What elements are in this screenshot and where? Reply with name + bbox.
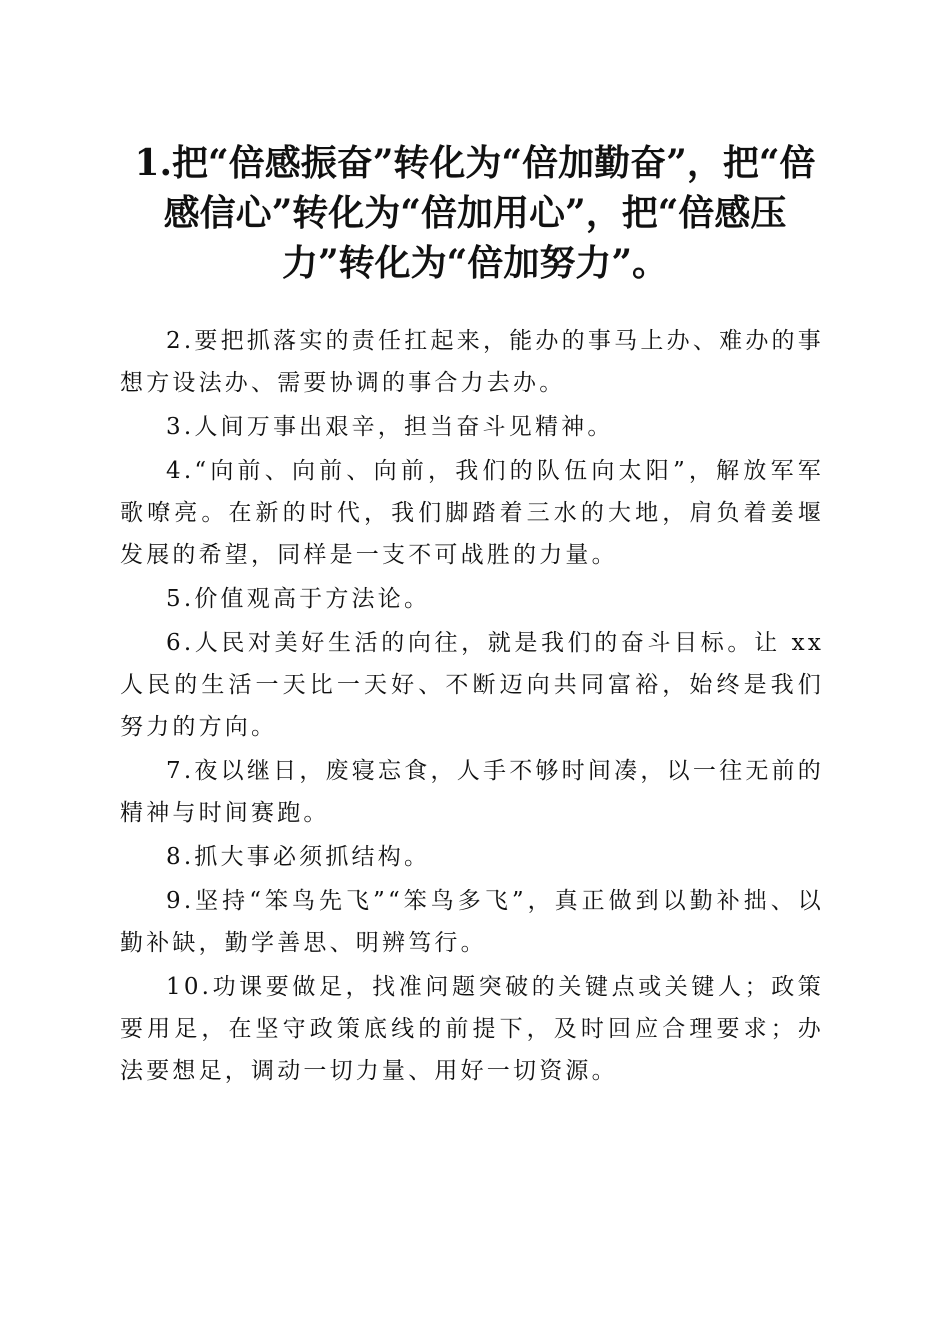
document-title: 1.把“倍感振奋”转化为“倍加勤奋”，把“倍感信心”转化为“倍加用心”，把“倍感压力”转化为“倍加努力”。 [134,142,816,284]
paragraph-5: 5.价值观高于方法论。 [166,586,431,612]
paragraph-9: 9.坚持“笨鸟先飞”“笨鸟多飞”，真正做到以勤补拙、以勤补缺，勤学善思、明辨笃行。 [120,888,824,956]
paragraph-6: 6.人民对美好生活的向往，就是我们的奋斗目标。让 xx 人民的生活一天比一天好、不断迈向共同富裕，始终是我们努力的方向。 [120,630,824,740]
paragraph-8: 8.抓大事必须抓结构。 [166,844,431,870]
paragraph-10: 10.功课要做足，找准问题突破的关键点或关键人；政策要用足，在坚守政策底线的前提下，及时回应合理要求；办法要想足，调动一切力量、用好一切资源。 [120,974,824,1084]
paragraph-3: 3.人间万事出艰辛，担当奋斗见精神。 [166,414,614,440]
paragraph-7: 7.夜以继日，废寝忘食，人手不够时间凑，以一往无前的精神与时间赛跑。 [120,758,824,826]
document-body [120,320,824,1094]
paragraph-2: 2.要把抓落实的责任扛起来，能办的事马上办、难办的事想方设法办、需要协调的事合力去办。 [120,328,824,396]
paragraph-4: 4.“向前、向前、向前，我们的队伍向太阳”，解放军军歌嘹亮。在新的时代，我们脚踏着三水的大地，肩负着姜堰发展的希望，同样是一支不可战胜的力量。 [120,458,824,568]
